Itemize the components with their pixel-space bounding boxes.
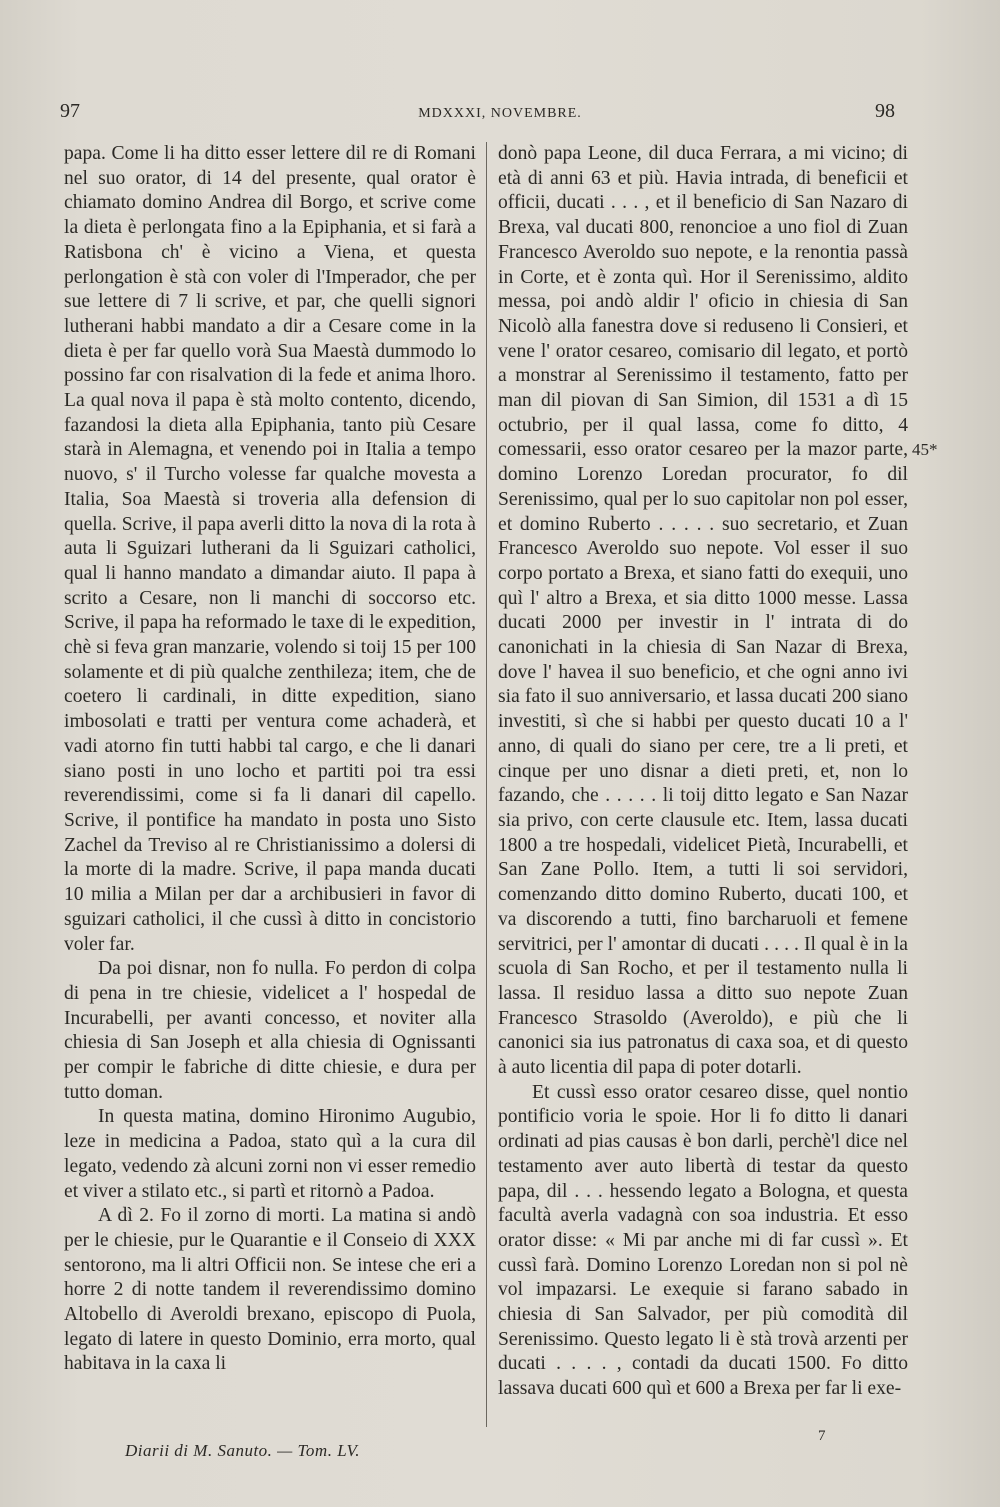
- right-paragraph-1: donò papa Leone, dil duca Ferrara, a mi vicino; di età di anni 63 et più. Havia intrada, di beneficii et officii, ducati . . . , et il beneficio di San Nazaro di Brexa, val ducati 800, renoncioe a uno fiol di Zuan Francesco Averoldo suo nepote, e la renontia passà in Corte, et è zonta quì. Hor il Serenissimo, aldito messa, poi andò aldir l' oficio in chiesia di San Nicolò alla fanestra dove si reduseno li Consieri, et vene l' orator cesareo, comisario dil legato, et portò a monstrar al Serenissimo il testamento, fatto per man dil piovan di San Simion, dil 1531 a dì 15 octubrio, per il qual lassa, come fo ditto, 4 comessarii, esso orator cesareo per la mazor parte, domino Lorenzo Loredan procurator, fo dil Serenissimo, qual per lo suo capitolar non pol esser, et domino Ruberto . . . . . suo secretario, et Zuan Francesco Averoldo suo nepote. Vol esser il suo corpo portato a Brexa, et siano fatti do exequii, uno quì l' altro a Brexa, et sia ditto 1000 messe. Lassa ducati 2000 per investir in l' intrata di do canonichati in la chiesia di San Nazar di Brexa, dove l' havea il suo beneficio, et che ogni anno ivi sia fato il suo anniversario, et lassa ducati 200 siano investiti, sì che si habbi per questo ducati 10 a l' anno, di quali do siano per cere, tre a li preti, et cinque per uno disnar a dieti preti, et, non lo fazando, che . . . . . li toij ditto legato e San Nazar sia privo, con certe clausule etc. Item, lassa ducati 1800 a tre hospedali, videlicet Pietà, Incurabelli, et San Zane Pollo. Item, a tutti li soi servidori, comenzando ditto domino Ruberto, ducati 100, et va discorendo a tutti, fino barcharuoli et femene servitrici, per l' amontar di ducati . . . . Il qual è in la scuola di San Rocho, et per il testamento nulla li lassa. Il residuo lassa a ditto suo nepote Zuan Francesco Strasoldo (Averoldo), e più che li canonici sia ius patronatus di caxa soa, et di questo à auto licentia dil papa di poter dotarli.: [498, 143, 908, 1079]
- left-text-column: [64, 142, 476, 1377]
- running-header-title: MDXXXI, NOVEMBRE.: [418, 106, 582, 121]
- page-footer: Diarii di M. Sanuto. — Tom. LV.: [125, 1441, 360, 1460]
- left-paragraph-2: Da poi disnar, non fo nulla. Fo perdon di colpa di pena in tre chiesie, videlicet a l' hospedal de Incurabelli, per avanti concesso, et noviter alla chiesia di San Joseph et alla chiesia di Ognissanti per compir le fabriche di ditte chiesie, e dura per tutto doman.: [64, 958, 476, 1103]
- margin-folio-note: 45*: [912, 440, 938, 459]
- right-page-number: 98: [875, 100, 895, 122]
- left-paragraph-1: papa. Come li ha ditto esser lettere dil re di Romani nel suo orator, di 14 del presente, qual orator è chiamato domino Andrea dil Borgo, et scrive come la dieta è perlongata fino a la Epiphania, et si farà a Ratisbona ch' è vicino a Viena, et questa perlongation è stà con voler di l'Imperador, che per sue lettere di 7 li scrive, et par, che quelli signori lutherani habbi mandato a dir a Cesare come in la dieta è per far quello vorà Sua Maestà dummodo lo possino far con risalvation di la fede et anima lhoro. La qual nova il papa è stà molto contento, dicendo, fazandosi la dieta alla Epiphania, tanto più Cesare starà in Alemagna, et venendo poi in Italia a tempo nuovo, s' il Turcho volesse far qualche movesta a Italia, Soa Maestà si troveria alla defension di quella. Scrive, il papa averli ditto la nova di la rota à auta li Sguizari lutherani da li Sguizari catholici, qual li hanno mandato a dimandar aiuto. Il papa à scrito a Cesare, non li manchi di soccorso etc. Scrive, il papa ha reformado le taxe di le expedition, chè si feva gran manzarie, volendo si toij 15 per 100 solamente et di più qualche zenthileza; item, che de coetero li cardinali, in ditte expedition, siano imbosolati e tratti per ventura come achaderà, et vadi atorno fin tutti habbi tal cargo, e che li danari siano posti in uno locho et partiti poi tra essi reverendissimi, come si fa li danari dil capello. Scrive, il pontifice ha mandato in posta uno Sisto Zachel da Treviso al re Christianissimo a dolersi di la morte di la madre. Scrive, il papa manda ducati 10 milia a Milan per dar a archibusieri in favor di sguizari catholici, il che cussì à ditto in concistorio voler far.: [64, 143, 476, 955]
- signature-mark: 7: [818, 1428, 826, 1444]
- column-divider: [486, 142, 487, 1427]
- left-page-number: 97: [60, 100, 80, 122]
- right-paragraph-2: Et cussì esso orator cesareo disse, quel nontio pontificio voria le spoie. Hor li fo ditto li danari ordinati ad pias causas è bon darli, perchè'l dice nel testamento aver auto libertà di testar da questo papa, dil . . . hessendo legato a Bologna, et questa facultà averla vadagnà con soa industria. Et esso orator disse: « Mi par anche mi di far cussì ». Et cussì farà. Domino Lorenzo Loredan non si pol nè vol impazarsi. Le exequie si farano sabado in chiesia di San Salvador, per più comodità dil Serenissimo. Questo legato li è stà trovà arzenti per ducati . . . . , contadi da ducati 1500. Fo ditto lassava ducati 600 quì et 600 a Brexa per far li exe-: [498, 1081, 908, 1400]
- right-text-column: [498, 142, 908, 1402]
- left-paragraph-4: A dì 2. Fo il zorno di morti. La matina si andò per le chiesie, pur le Quarantie e il Conseio di XXX sentorono, ma li altri Officii non. Se intese che eri a horre 2 di notte tandem il reverendissimo domino Altobello di Averoldi brexano, episcopo di Puola, legato di latere in questo Dominio, erra morto, qual habitava in la caxa li: [64, 1205, 476, 1375]
- left-paragraph-3: In questa matina, domino Hironimo Augubio, leze in medicina a Padoa, stato quì a la cura dil legato, vedendo zà alcuni zorni non vi esser remedio et viver a stilato etc., si partì et ritornò a Padoa.: [64, 1106, 476, 1202]
